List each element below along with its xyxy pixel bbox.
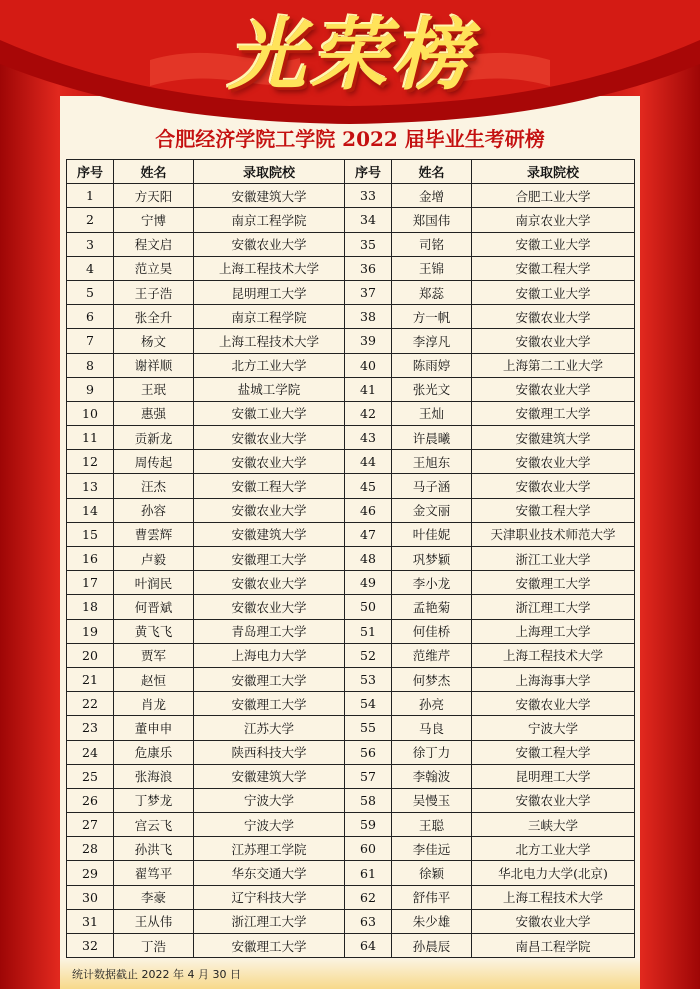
table-row xyxy=(67,934,635,958)
school-cell: 安徽理工大学 xyxy=(472,401,635,425)
honor-roll-title: 光荣榜 xyxy=(227,11,474,101)
name-cell: 王珉 xyxy=(114,377,194,401)
name-cell: 张光文 xyxy=(392,377,472,401)
school-cell: 安徽农业大学 xyxy=(472,474,635,498)
school-cell: 安徽工程大学 xyxy=(472,498,635,522)
index-cell: 7 xyxy=(67,329,114,353)
name-cell: 赵恒 xyxy=(114,667,194,691)
school-cell: 安徽理工大学 xyxy=(472,571,635,595)
index-cell: 31 xyxy=(67,909,114,933)
index-cell: 6 xyxy=(67,305,114,329)
school-cell: 南昌工程学院 xyxy=(472,934,635,958)
school-cell: 安徽理工大学 xyxy=(194,692,345,716)
name-cell: 惠强 xyxy=(114,401,194,425)
name-cell: 汪杰 xyxy=(114,474,194,498)
school-cell: 浙江工业大学 xyxy=(472,547,635,571)
school-cell: 宁波大学 xyxy=(194,788,345,812)
name-cell: 孙晨辰 xyxy=(392,934,472,958)
index-cell: 26 xyxy=(67,788,114,812)
school-cell: 江苏理工学院 xyxy=(194,837,345,861)
school-cell: 陕西科技大学 xyxy=(194,740,345,764)
name-cell: 舒伟平 xyxy=(392,885,472,909)
name-cell: 王从伟 xyxy=(114,909,194,933)
table-row xyxy=(67,305,635,329)
school-cell: 上海理工大学 xyxy=(472,619,635,643)
index-cell: 44 xyxy=(345,450,392,474)
school-cell: 安徽农业大学 xyxy=(194,232,345,256)
index-cell: 60 xyxy=(345,837,392,861)
name-cell: 李翰波 xyxy=(392,764,472,788)
name-cell: 翟笃平 xyxy=(114,861,194,885)
table-row xyxy=(67,208,635,232)
index-cell: 39 xyxy=(345,329,392,353)
table-row xyxy=(67,643,635,667)
name-cell: 何晋斌 xyxy=(114,595,194,619)
school-cell: 上海工程技术大学 xyxy=(472,885,635,909)
index-cell: 53 xyxy=(345,667,392,691)
index-cell: 63 xyxy=(345,909,392,933)
index-cell: 57 xyxy=(345,764,392,788)
name-cell: 马良 xyxy=(392,716,472,740)
name-cell: 王子浩 xyxy=(114,280,194,304)
name-cell: 方一帆 xyxy=(392,305,472,329)
column-header: 录取院校 xyxy=(472,160,635,184)
table-row xyxy=(67,595,635,619)
index-cell: 58 xyxy=(345,788,392,812)
name-cell: 张海浪 xyxy=(114,764,194,788)
name-cell: 李佳远 xyxy=(392,837,472,861)
index-cell: 27 xyxy=(67,813,114,837)
table-row xyxy=(67,740,635,764)
index-cell: 61 xyxy=(345,861,392,885)
index-cell: 13 xyxy=(67,474,114,498)
name-cell: 孙亮 xyxy=(392,692,472,716)
school-cell: 宁波大学 xyxy=(472,716,635,740)
name-cell: 孙洪飞 xyxy=(114,837,194,861)
table-row xyxy=(67,571,635,595)
name-cell: 许晨曦 xyxy=(392,426,472,450)
table-row xyxy=(67,788,635,812)
index-cell: 37 xyxy=(345,280,392,304)
name-cell: 巩梦颖 xyxy=(392,547,472,571)
table-row xyxy=(67,232,635,256)
name-cell: 危康乐 xyxy=(114,740,194,764)
table-row xyxy=(67,401,635,425)
name-cell: 郑国伟 xyxy=(392,208,472,232)
name-cell: 宁博 xyxy=(114,208,194,232)
school-cell: 安徽理工大学 xyxy=(194,667,345,691)
column-header: 姓名 xyxy=(392,160,472,184)
index-cell: 36 xyxy=(345,256,392,280)
table-row xyxy=(67,813,635,837)
school-cell: 上海工程技术大学 xyxy=(472,643,635,667)
table-row xyxy=(67,353,635,377)
school-cell: 安徽建筑大学 xyxy=(194,522,345,546)
table-row xyxy=(67,692,635,716)
name-cell: 董申申 xyxy=(114,716,194,740)
admission-table xyxy=(66,159,635,958)
school-cell: 昆明理工大学 xyxy=(194,280,345,304)
index-cell: 5 xyxy=(67,280,114,304)
index-cell: 30 xyxy=(67,885,114,909)
index-cell: 52 xyxy=(345,643,392,667)
index-cell: 55 xyxy=(345,716,392,740)
name-cell: 程文启 xyxy=(114,232,194,256)
name-cell: 曹雲辉 xyxy=(114,522,194,546)
index-cell: 49 xyxy=(345,571,392,595)
index-cell: 62 xyxy=(345,885,392,909)
school-cell: 安徽理工大学 xyxy=(194,547,345,571)
table-row xyxy=(67,498,635,522)
table-row xyxy=(67,764,635,788)
school-cell: 华北电力大学(北京) xyxy=(472,861,635,885)
school-cell: 安徽建筑大学 xyxy=(194,184,345,208)
name-cell: 吴慢玉 xyxy=(392,788,472,812)
name-cell: 贡新龙 xyxy=(114,426,194,450)
column-header: 录取院校 xyxy=(194,160,345,184)
table-row xyxy=(67,885,635,909)
index-cell: 46 xyxy=(345,498,392,522)
name-cell: 谢祥顺 xyxy=(114,353,194,377)
name-cell: 朱少雄 xyxy=(392,909,472,933)
table-header-row xyxy=(67,160,635,184)
index-cell: 10 xyxy=(67,401,114,425)
name-cell: 马子涵 xyxy=(392,474,472,498)
index-cell: 51 xyxy=(345,619,392,643)
name-cell: 李淳凡 xyxy=(392,329,472,353)
school-cell: 辽宁科技大学 xyxy=(194,885,345,909)
name-cell: 金增 xyxy=(392,184,472,208)
school-cell: 安徽农业大学 xyxy=(194,571,345,595)
school-cell: 安徽理工大学 xyxy=(194,934,345,958)
table-row xyxy=(67,667,635,691)
index-cell: 45 xyxy=(345,474,392,498)
column-header: 序号 xyxy=(67,160,114,184)
name-cell: 王聪 xyxy=(392,813,472,837)
table-row xyxy=(67,861,635,885)
name-cell: 郑蕊 xyxy=(392,280,472,304)
school-cell: 华东交通大学 xyxy=(194,861,345,885)
index-cell: 43 xyxy=(345,426,392,450)
name-cell: 宫云飞 xyxy=(114,813,194,837)
index-cell: 3 xyxy=(67,232,114,256)
school-cell: 北方工业大学 xyxy=(472,837,635,861)
school-cell: 安徽农业大学 xyxy=(472,450,635,474)
index-cell: 21 xyxy=(67,667,114,691)
school-cell: 安徽工业大学 xyxy=(472,232,635,256)
name-cell: 王锦 xyxy=(392,256,472,280)
name-cell: 王旭东 xyxy=(392,450,472,474)
index-cell: 56 xyxy=(345,740,392,764)
table-row xyxy=(67,619,635,643)
school-cell: 上海海事大学 xyxy=(472,667,635,691)
school-cell: 上海工程技术大学 xyxy=(194,256,345,280)
table-row xyxy=(67,522,635,546)
school-cell: 南京工程学院 xyxy=(194,208,345,232)
school-cell: 安徽农业大学 xyxy=(472,788,635,812)
school-cell: 安徽农业大学 xyxy=(194,595,345,619)
school-cell: 安徽农业大学 xyxy=(472,692,635,716)
name-cell: 叶润民 xyxy=(114,571,194,595)
name-cell: 陈雨婷 xyxy=(392,353,472,377)
name-cell: 司铭 xyxy=(392,232,472,256)
index-cell: 25 xyxy=(67,764,114,788)
table-row xyxy=(67,329,635,353)
name-cell: 叶佳妮 xyxy=(392,522,472,546)
column-header: 序号 xyxy=(345,160,392,184)
school-cell: 安徽工业大学 xyxy=(194,401,345,425)
name-cell: 黄飞飞 xyxy=(114,619,194,643)
table-row xyxy=(67,426,635,450)
column-header: 姓名 xyxy=(114,160,194,184)
school-cell: 安徽农业大学 xyxy=(472,909,635,933)
name-cell: 徐颖 xyxy=(392,861,472,885)
name-cell: 肖龙 xyxy=(114,692,194,716)
index-cell: 19 xyxy=(67,619,114,643)
index-cell: 2 xyxy=(67,208,114,232)
index-cell: 24 xyxy=(67,740,114,764)
school-cell: 三峡大学 xyxy=(472,813,635,837)
school-cell: 安徽农业大学 xyxy=(472,377,635,401)
school-cell: 安徽工程大学 xyxy=(194,474,345,498)
index-cell: 9 xyxy=(67,377,114,401)
index-cell: 64 xyxy=(345,934,392,958)
name-cell: 李豪 xyxy=(114,885,194,909)
name-cell: 张全升 xyxy=(114,305,194,329)
school-cell: 上海电力大学 xyxy=(194,643,345,667)
school-cell: 安徽工业大学 xyxy=(472,280,635,304)
school-cell: 昆明理工大学 xyxy=(472,764,635,788)
school-cell: 青岛理工大学 xyxy=(194,619,345,643)
index-cell: 40 xyxy=(345,353,392,377)
school-cell: 上海第二工业大学 xyxy=(472,353,635,377)
table-row xyxy=(67,474,635,498)
name-cell: 何梦杰 xyxy=(392,667,472,691)
index-cell: 4 xyxy=(67,256,114,280)
index-cell: 16 xyxy=(67,547,114,571)
school-cell: 南京农业大学 xyxy=(472,208,635,232)
table-row xyxy=(67,716,635,740)
index-cell: 20 xyxy=(67,643,114,667)
index-cell: 48 xyxy=(345,547,392,571)
name-cell: 徐丁力 xyxy=(392,740,472,764)
school-cell: 盐城工学院 xyxy=(194,377,345,401)
table-row xyxy=(67,909,635,933)
name-cell: 贾军 xyxy=(114,643,194,667)
name-cell: 范立昊 xyxy=(114,256,194,280)
index-cell: 34 xyxy=(345,208,392,232)
school-cell: 北方工业大学 xyxy=(194,353,345,377)
footer-note: 统计数据截止 2022 年 4 月 30 日 xyxy=(72,968,241,981)
page-heading: 合肥经济学院工学院 2022 届毕业生考研榜 xyxy=(155,127,545,151)
name-cell: 孙容 xyxy=(114,498,194,522)
school-cell: 江苏大学 xyxy=(194,716,345,740)
index-cell: 47 xyxy=(345,522,392,546)
index-cell: 17 xyxy=(67,571,114,595)
index-cell: 38 xyxy=(345,305,392,329)
index-cell: 18 xyxy=(67,595,114,619)
index-cell: 54 xyxy=(345,692,392,716)
name-cell: 金文丽 xyxy=(392,498,472,522)
table-row xyxy=(67,184,635,208)
table-row xyxy=(67,547,635,571)
school-cell: 安徽农业大学 xyxy=(472,329,635,353)
school-cell: 安徽建筑大学 xyxy=(194,764,345,788)
name-cell: 范维芹 xyxy=(392,643,472,667)
school-cell: 天津职业技术师范大学 xyxy=(472,522,635,546)
school-cell: 安徽工程大学 xyxy=(472,256,635,280)
index-cell: 50 xyxy=(345,595,392,619)
name-cell: 王灿 xyxy=(392,401,472,425)
index-cell: 8 xyxy=(67,353,114,377)
name-cell: 丁浩 xyxy=(114,934,194,958)
index-cell: 28 xyxy=(67,837,114,861)
table-row xyxy=(67,280,635,304)
index-cell: 33 xyxy=(345,184,392,208)
name-cell: 何佳桥 xyxy=(392,619,472,643)
name-cell: 周传起 xyxy=(114,450,194,474)
index-cell: 35 xyxy=(345,232,392,256)
table-row xyxy=(67,837,635,861)
school-cell: 安徽农业大学 xyxy=(472,305,635,329)
name-cell: 方天阳 xyxy=(114,184,194,208)
school-cell: 上海工程技术大学 xyxy=(194,329,345,353)
table-row xyxy=(67,450,635,474)
name-cell: 孟艳菊 xyxy=(392,595,472,619)
index-cell: 1 xyxy=(67,184,114,208)
index-cell: 32 xyxy=(67,934,114,958)
table-row xyxy=(67,256,635,280)
school-cell: 浙江理工大学 xyxy=(472,595,635,619)
school-cell: 安徽农业大学 xyxy=(194,426,345,450)
school-cell: 南京工程学院 xyxy=(194,305,345,329)
index-cell: 15 xyxy=(67,522,114,546)
index-cell: 41 xyxy=(345,377,392,401)
school-cell: 安徽工程大学 xyxy=(472,740,635,764)
index-cell: 12 xyxy=(67,450,114,474)
school-cell: 安徽建筑大学 xyxy=(472,426,635,450)
name-cell: 杨文 xyxy=(114,329,194,353)
school-cell: 合肥工业大学 xyxy=(472,184,635,208)
index-cell: 22 xyxy=(67,692,114,716)
school-cell: 浙江理工大学 xyxy=(194,909,345,933)
table-row xyxy=(67,377,635,401)
index-cell: 59 xyxy=(345,813,392,837)
name-cell: 李小龙 xyxy=(392,571,472,595)
name-cell: 丁梦龙 xyxy=(114,788,194,812)
index-cell: 29 xyxy=(67,861,114,885)
index-cell: 42 xyxy=(345,401,392,425)
index-cell: 11 xyxy=(67,426,114,450)
name-cell: 卢毅 xyxy=(114,547,194,571)
school-cell: 安徽农业大学 xyxy=(194,498,345,522)
index-cell: 23 xyxy=(67,716,114,740)
index-cell: 14 xyxy=(67,498,114,522)
school-cell: 安徽农业大学 xyxy=(194,450,345,474)
school-cell: 宁波大学 xyxy=(194,813,345,837)
